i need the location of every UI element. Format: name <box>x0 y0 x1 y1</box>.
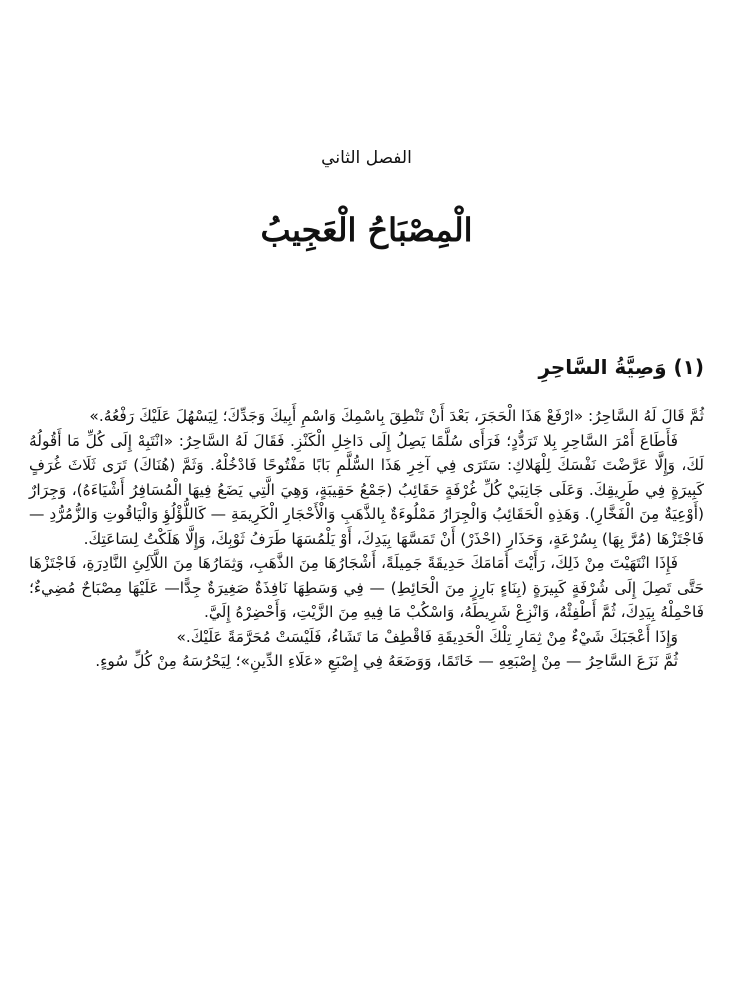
paragraph: فَأَطَاعَ أَمْرَ السَّاحِرِ بِلا تَرَدُّدٍ؛ فَرَأَى سُلَّمًا يَصِلُ إِلَى دَاخِلِ الْكَنْزِ. فَقَالَ لَهُ السَّاحِرُ: «انْتَبِهْ إِلَى كُلِّ مَا أَقُولُهُ لَكَ، وَإِلَّا عَرَّضْتَ نَفْسَكَ لِلْهَلاكِ: سَتَرَى فِي آخِرِ هَذَا السُّلَّمِ بَابًا مَفْتُوحًا فَادْخُلْهُ. وَثَمَّ (هُنَاكَ) تَرَى ثَلَاثَ غُرَفٍ كَبِيرَةٍ فِي طَرِيقِكَ. وَعَلَى جَانِبَيْ كُلِّ غُرْفَةٍ حَقَائِبُ (جَمْعُ حَقِيبَةٍ، وَهِيَ الَّتِي يَضَعُ فِيهَا الْمُسَافِرُ أَشْيَاءَهُ)، وَجِرَارٌ (أَوْعِيَةٌ مِنَ الْفَخَّارِ). وَهَذِهِ الْحَقَائِبُ وَالْجِرَارُ مَمْلُوءَةٌ بِالذَّهَبِ وَالْأَحْجَارِ الْكَرِيمَةِ — كَاللُّؤْلُؤِ وَالْيَاقُوتِ وَالزُّمُرُّدِ — فَاجْتَزْهَا (مُرَّ بِهَا) بِسُرْعَةٍ، وَحَذَارِ (احْذَرْ) أَنْ تَمَسَّهَا بِيَدِكَ، أَوْ يَلْمُسَهَا طَرَفُ ثَوْبِكَ، وَإِلَّا هَلَكْتُ لِسَاعَتِكَ. <box>29 431 704 548</box>
paragraph: وَإِذَا أَعْجَبَكَ شَيْءٌ مِنْ ثِمَارِ تِلْكَ الْحَدِيقَةِ فَاقْطِفْ مَا تَشَاءُ، فَلَيْسَتْ مُحَرَّمَةً عَلَيْكَ.» <box>176 627 678 646</box>
body-text <box>29 404 704 674</box>
paragraph: فَإِذَا انْتَهَيْتَ مِنْ ذَلِكَ، رَأَيْتَ أَمَامَكَ حَدِيقَةً جَمِيلَةً، أَشْجَارُهَا مِنَ الذَّهَبِ، وَثِمَارُهَا مِنَ اللَّآلِئِ النَّادِرَةِ، فَاجْتَزْهَا حَتَّى تَصِلَ إِلَى شُرْفَةٍ كَبِيرَةٍ (بِنَاءٍ بَارِزٍ مِنَ الْحَائِطِ) — فِي وَسَطِهَا نَافِذَةٌ صَغِيرَةٌ جِدًّا— عَلَيْهَا مِصْبَاحٌ مُضِيءٌ؛ فَاحْمِلْهُ بِيَدِكَ، ثُمَّ أَطْفِئْهُ، وَانْزِعْ شَرِيطَهُ، وَاسْكُبْ مَا فِيهِ مِنَ الزَّيْتِ، وَأَحْضِرْهُ إِلَيَّ. <box>29 554 704 621</box>
chapter-label: الفصل الثاني <box>321 148 412 168</box>
paragraph: ثُمَّ قَالَ لَهُ السَّاحِرُ: «ارْفَعْ هَذَا الْحَجَرَ، بَعْدَ أَنْ تَنْطِقَ بِاسْمِكَ وَاسْمِ أَبِيكَ وَجَدِّكَ؛ لِيَسْهُلَ عَلَيْكَ رَفْعُهُ.» <box>89 407 704 425</box>
paragraph: ثُمَّ نَزَعَ السَّاحِرُ — مِنْ إِصْبَعِهِ — خَاتَمًا، وَوَضَعَهُ فِي إِصْبَعِ «عَلَاءِ الدِّينِ»؛ لِيَحْرُسَهُ مِنْ كُلِّ سُوءٍ. <box>95 652 678 670</box>
section-heading: (١) وَصِيَّةُ السَّاحِرِ <box>538 355 704 379</box>
chapter-title: الْمِصْبَاحُ الْعَجِيبُ <box>260 211 473 249</box>
